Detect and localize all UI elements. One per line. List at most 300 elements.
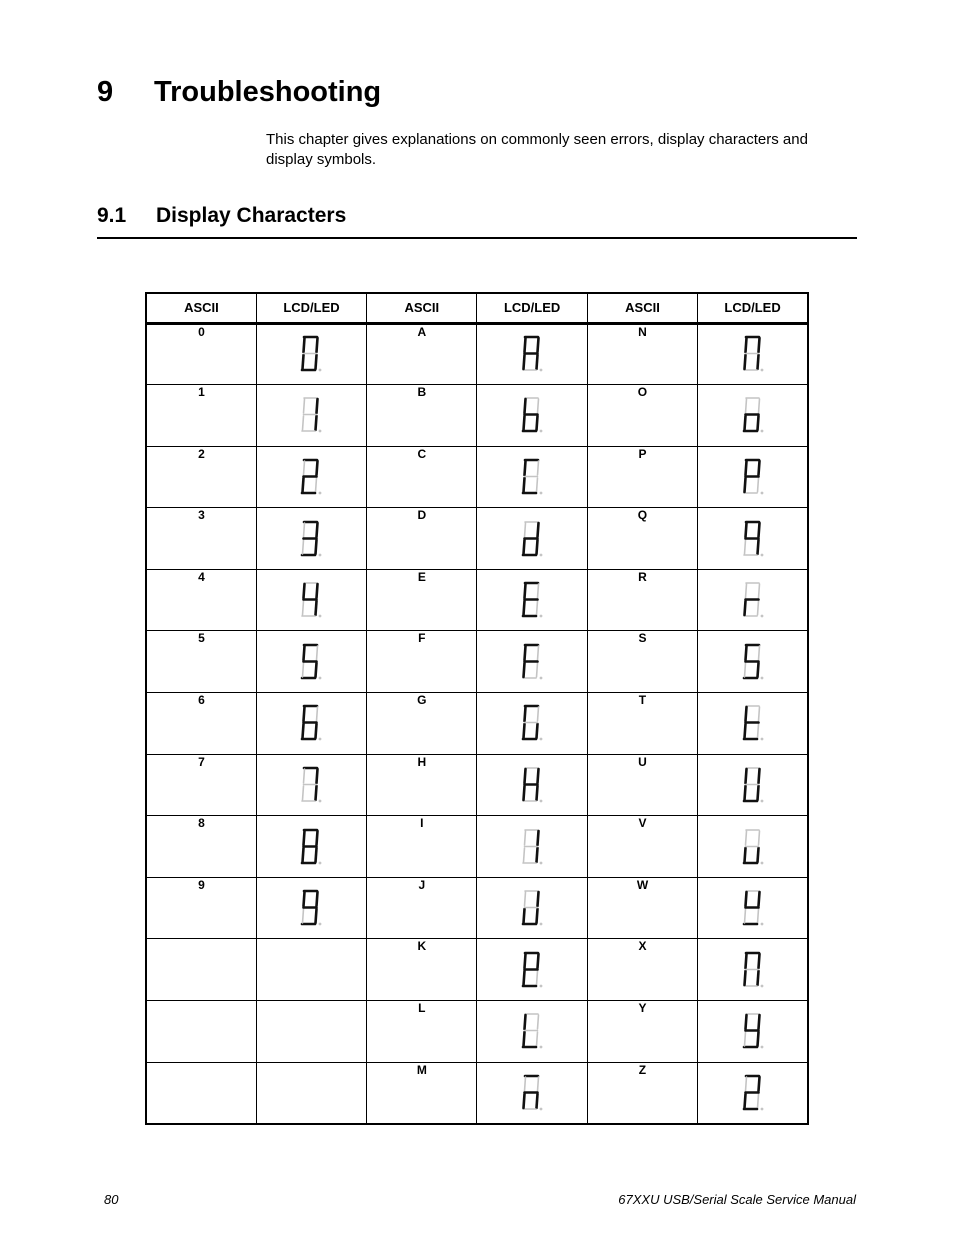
- lcd-cell: [256, 1001, 366, 1063]
- segment-b-off: [538, 646, 539, 660]
- ascii-cell: 7: [146, 754, 256, 816]
- segment-e-off: [303, 786, 304, 800]
- segment-f-off: [304, 523, 305, 537]
- segment-b-on: [758, 461, 759, 475]
- seven-segment-glyph: [298, 580, 324, 620]
- ascii-cell: S: [587, 631, 697, 693]
- table-row: [146, 385, 808, 447]
- decimal-point-off: [319, 800, 322, 803]
- decimal-point-off: [760, 738, 763, 741]
- lcd-cell: [698, 1001, 808, 1063]
- segment-c-on: [757, 786, 758, 800]
- lcd-cell: [256, 446, 366, 508]
- ascii-cell: M: [367, 1062, 477, 1124]
- lcd-cell: [256, 508, 366, 570]
- ascii-cell: 3: [146, 508, 256, 570]
- chapter-number: 9: [97, 76, 114, 108]
- decimal-point-off: [540, 1107, 543, 1110]
- table-row: [146, 939, 808, 1001]
- seven-segment-glyph: [298, 888, 324, 928]
- seven-segment-glyph: [519, 888, 545, 928]
- segment-f-on: [745, 707, 746, 721]
- segment-b-on: [538, 831, 539, 845]
- decimal-point-off: [760, 369, 763, 372]
- segment-e-off: [303, 909, 304, 923]
- decimal-point-off: [540, 800, 543, 803]
- segment-b-off: [758, 707, 759, 721]
- lcd-cell: [477, 754, 587, 816]
- lcd-cell: [477, 877, 587, 939]
- decimal-point-off: [760, 676, 763, 679]
- seven-segment-glyph: [298, 457, 324, 497]
- segment-c-on: [537, 909, 538, 923]
- segment-f-off: [745, 831, 746, 845]
- ascii-cell: H: [367, 754, 477, 816]
- segment-f-on: [304, 892, 305, 906]
- lcd-cell: [256, 877, 366, 939]
- ascii-cell: Z: [587, 1062, 697, 1124]
- seven-segment-glyph: [298, 765, 324, 805]
- lcd-cell: [256, 569, 366, 631]
- decimal-point-off: [319, 738, 322, 741]
- segment-c-on: [537, 1094, 538, 1108]
- segment-e-on: [524, 724, 525, 738]
- lcd-cell: [698, 754, 808, 816]
- ascii-cell: L: [367, 1001, 477, 1063]
- ascii-cell: O: [587, 385, 697, 447]
- decimal-point-off: [540, 1046, 543, 1049]
- segment-c-on: [316, 540, 317, 554]
- seven-segment-glyph: [519, 395, 545, 435]
- decimal-point-off: [760, 1107, 763, 1110]
- decimal-point-off: [540, 553, 543, 556]
- table-row: [146, 323, 808, 385]
- segment-b-off: [538, 399, 539, 413]
- header-lcd-led: LCD/LED: [698, 293, 808, 323]
- segment-f-off: [304, 769, 305, 783]
- segment-f-off: [745, 399, 746, 413]
- segment-b-on: [317, 769, 318, 783]
- seven-segment-glyph: [519, 334, 545, 374]
- segment-c-on: [757, 971, 758, 985]
- segment-b-on: [317, 892, 318, 906]
- segment-e-on: [744, 355, 745, 369]
- lcd-cell: [256, 754, 366, 816]
- seven-segment-glyph: [740, 519, 766, 559]
- segment-c-on: [757, 848, 758, 862]
- segment-f-on: [304, 338, 305, 352]
- table-row: [146, 446, 808, 508]
- segment-c-off: [757, 1094, 758, 1108]
- seven-segment-glyph: [740, 1011, 766, 1051]
- segment-f-on: [745, 892, 746, 906]
- decimal-point-off: [540, 492, 543, 495]
- lcd-cell: [256, 693, 366, 755]
- segment-e-on: [524, 478, 525, 492]
- segment-e-off: [303, 416, 304, 430]
- segment-c-off: [757, 909, 758, 923]
- lcd-cell: [477, 1001, 587, 1063]
- display-characters-table: [145, 292, 809, 1125]
- table-row: [146, 508, 808, 570]
- segment-f-off: [525, 831, 526, 845]
- segment-b-on: [317, 831, 318, 845]
- seven-segment-glyph: [298, 827, 324, 867]
- seven-segment-glyph: [519, 950, 545, 990]
- decimal-point-off: [760, 615, 763, 618]
- ascii-cell: 5: [146, 631, 256, 693]
- ascii-cell: [146, 1062, 256, 1124]
- seven-segment-glyph: [740, 827, 766, 867]
- lcd-cell: [256, 939, 366, 1001]
- segment-f-off: [525, 523, 526, 537]
- segment-e-on: [744, 971, 745, 985]
- lcd-cell: [698, 939, 808, 1001]
- header-ascii: ASCII: [587, 293, 697, 323]
- segment-e-off: [303, 663, 304, 677]
- ascii-cell: 8: [146, 816, 256, 878]
- ascii-cell: R: [587, 569, 697, 631]
- ascii-cell: U: [587, 754, 697, 816]
- ascii-cell: 0: [146, 323, 256, 385]
- ascii-cell: F: [367, 631, 477, 693]
- seven-segment-glyph: [519, 765, 545, 805]
- segment-e-off: [744, 540, 745, 554]
- decimal-point-off: [540, 923, 543, 926]
- segment-e-on: [524, 786, 525, 800]
- segment-f-on: [745, 338, 746, 352]
- seven-segment-glyph: [298, 395, 324, 435]
- ascii-cell: 4: [146, 569, 256, 631]
- segment-f-on: [525, 707, 526, 721]
- segment-e-on: [524, 909, 525, 923]
- segment-e-on: [744, 786, 745, 800]
- ascii-cell: 2: [146, 446, 256, 508]
- segment-f-on: [525, 338, 526, 352]
- segment-c-on: [537, 416, 538, 430]
- lcd-cell: [477, 816, 587, 878]
- segment-c-on: [316, 601, 317, 615]
- header-ascii: ASCII: [146, 293, 256, 323]
- segment-c-off: [757, 601, 758, 615]
- segment-c-on: [537, 540, 538, 554]
- lcd-cell: [256, 385, 366, 447]
- lcd-cell: [477, 1062, 587, 1124]
- decimal-point-off: [540, 738, 543, 741]
- segment-f-off: [525, 1077, 526, 1091]
- segment-e-on: [744, 478, 745, 492]
- lcd-cell: [256, 816, 366, 878]
- segment-e-off: [303, 601, 304, 615]
- segment-f-off: [745, 1077, 746, 1091]
- lcd-cell: [477, 446, 587, 508]
- segment-e-on: [524, 1094, 525, 1108]
- segment-f-on: [304, 584, 305, 598]
- table-row: [146, 1062, 808, 1124]
- segment-b-off: [538, 1077, 539, 1091]
- section-heading: [97, 202, 346, 230]
- lcd-cell: [477, 569, 587, 631]
- segment-b-off: [538, 707, 539, 721]
- seven-segment-glyph: [740, 395, 766, 435]
- ascii-cell: V: [587, 816, 697, 878]
- ascii-cell: I: [367, 816, 477, 878]
- segment-e-on: [524, 540, 525, 554]
- segment-b-on: [758, 338, 759, 352]
- intro-paragraph: This chapter gives explanations on commonly seen errors, display characters and display symbols.: [266, 131, 808, 168]
- segment-b-on: [758, 892, 759, 906]
- segment-c-off: [757, 478, 758, 492]
- segment-b-on: [758, 954, 759, 968]
- lcd-cell: [477, 508, 587, 570]
- seven-segment-glyph: [740, 580, 766, 620]
- lcd-cell: [477, 631, 587, 693]
- ascii-cell: N: [587, 323, 697, 385]
- decimal-point-off: [540, 861, 543, 864]
- table-row: [146, 754, 808, 816]
- segment-f-off: [745, 584, 746, 598]
- segment-f-on: [525, 399, 526, 413]
- segment-b-on: [317, 399, 318, 413]
- segment-c-off: [537, 1032, 538, 1046]
- ascii-cell: D: [367, 508, 477, 570]
- decimal-point-off: [319, 369, 322, 372]
- decimal-point-off: [760, 861, 763, 864]
- segment-c-on: [537, 848, 538, 862]
- lcd-cell: [698, 631, 808, 693]
- segment-e-on: [744, 601, 745, 615]
- segment-b-on: [538, 523, 539, 537]
- table-row: [146, 569, 808, 631]
- segment-c-on: [316, 416, 317, 430]
- seven-segment-glyph: [740, 703, 766, 743]
- segment-c-on: [316, 786, 317, 800]
- segment-b-on: [317, 338, 318, 352]
- lcd-cell: [698, 446, 808, 508]
- segment-b-on: [538, 769, 539, 783]
- ascii-cell: Y: [587, 1001, 697, 1063]
- lcd-cell: [698, 816, 808, 878]
- lcd-cell: [698, 569, 808, 631]
- segment-f-on: [525, 769, 526, 783]
- segment-c-on: [757, 663, 758, 677]
- segment-b-off: [317, 707, 318, 721]
- segment-b-on: [758, 769, 759, 783]
- segment-f-on: [304, 707, 305, 721]
- segment-f-on: [304, 646, 305, 660]
- segment-c-off: [537, 478, 538, 492]
- table-row: [146, 631, 808, 693]
- decimal-point-off: [319, 430, 322, 433]
- segment-f-on: [745, 646, 746, 660]
- seven-segment-glyph: [740, 888, 766, 928]
- decimal-point-off: [760, 984, 763, 987]
- segment-c-on: [757, 355, 758, 369]
- segment-c-on: [757, 540, 758, 554]
- decimal-point-off: [319, 553, 322, 556]
- ascii-cell: K: [367, 939, 477, 1001]
- seven-segment-glyph: [298, 519, 324, 559]
- seven-segment-glyph: [740, 457, 766, 497]
- header-lcd-led: LCD/LED: [256, 293, 366, 323]
- ascii-cell: C: [367, 446, 477, 508]
- segment-b-on: [317, 584, 318, 598]
- ascii-cell: T: [587, 693, 697, 755]
- segment-c-on: [757, 416, 758, 430]
- decimal-point-off: [319, 923, 322, 926]
- segment-e-on: [744, 416, 745, 430]
- ascii-cell: W: [587, 877, 697, 939]
- seven-segment-glyph: [740, 950, 766, 990]
- section-title: Display Characters: [156, 204, 347, 227]
- segment-b-off: [317, 646, 318, 660]
- segment-b-on: [538, 892, 539, 906]
- segment-e-on: [524, 1032, 525, 1046]
- segment-c-off: [537, 663, 538, 677]
- decimal-point-off: [760, 1046, 763, 1049]
- segment-e-off: [744, 909, 745, 923]
- seven-segment-glyph: [298, 642, 324, 682]
- segment-e-on: [524, 355, 525, 369]
- segment-e-on: [744, 1094, 745, 1108]
- segment-c-off: [537, 601, 538, 615]
- segment-c-on: [316, 355, 317, 369]
- segment-f-on: [745, 954, 746, 968]
- seven-segment-glyph: [298, 703, 324, 743]
- segment-b-off: [538, 584, 539, 598]
- header-lcd-led: LCD/LED: [477, 293, 587, 323]
- manual-title: 67XXU USB/Serial Scale Service Manual: [618, 1192, 856, 1207]
- decimal-point-off: [540, 430, 543, 433]
- seven-segment-glyph: [298, 334, 324, 374]
- segment-c-on: [757, 1032, 758, 1046]
- seven-segment-glyph: [740, 642, 766, 682]
- ascii-cell: J: [367, 877, 477, 939]
- lcd-cell: [698, 323, 808, 385]
- ascii-cell: [146, 939, 256, 1001]
- header-ascii: ASCII: [367, 293, 477, 323]
- decimal-point-off: [319, 492, 322, 495]
- lcd-cell: [256, 1062, 366, 1124]
- decimal-point-off: [319, 861, 322, 864]
- decimal-point-off: [540, 984, 543, 987]
- lcd-cell: [698, 877, 808, 939]
- table-row: [146, 877, 808, 939]
- seven-segment-glyph: [740, 765, 766, 805]
- segment-c-on: [316, 724, 317, 738]
- segment-b-off: [758, 399, 759, 413]
- decimal-point-off: [760, 492, 763, 495]
- lcd-cell: [698, 693, 808, 755]
- lcd-cell: [256, 631, 366, 693]
- seven-segment-glyph: [519, 457, 545, 497]
- ascii-cell: 9: [146, 877, 256, 939]
- segment-e-on: [303, 478, 304, 492]
- segment-e-on: [303, 848, 304, 862]
- seven-segment-glyph: [519, 1073, 545, 1113]
- segment-c-on: [537, 724, 538, 738]
- segment-b-off: [538, 1015, 539, 1029]
- segment-e-off: [744, 663, 745, 677]
- ascii-cell: [146, 1001, 256, 1063]
- segment-e-on: [524, 416, 525, 430]
- segment-c-on: [316, 663, 317, 677]
- chapter-heading: [97, 72, 381, 112]
- segment-f-on: [304, 831, 305, 845]
- segment-f-on: [525, 954, 526, 968]
- segment-e-off: [303, 540, 304, 554]
- segment-b-on: [538, 338, 539, 352]
- ascii-cell: Q: [587, 508, 697, 570]
- lcd-cell: [698, 508, 808, 570]
- segment-f-on: [525, 461, 526, 475]
- segment-f-on: [525, 646, 526, 660]
- segment-f-on: [745, 523, 746, 537]
- segment-c-on: [316, 909, 317, 923]
- ascii-cell: X: [587, 939, 697, 1001]
- segment-e-on: [303, 355, 304, 369]
- segment-b-on: [758, 1015, 759, 1029]
- segment-b-off: [758, 831, 759, 845]
- segment-e-on: [524, 601, 525, 615]
- segment-c-on: [537, 786, 538, 800]
- ascii-cell: G: [367, 693, 477, 755]
- decimal-point-off: [319, 676, 322, 679]
- segment-f-on: [525, 584, 526, 598]
- decimal-point-off: [760, 800, 763, 803]
- segment-c-off: [316, 478, 317, 492]
- segment-c-on: [316, 848, 317, 862]
- ascii-cell: A: [367, 323, 477, 385]
- segment-f-on: [525, 1015, 526, 1029]
- chapter-title: Troubleshooting: [154, 76, 382, 108]
- segment-b-on: [758, 523, 759, 537]
- decimal-point-off: [760, 923, 763, 926]
- segment-b-off: [538, 461, 539, 475]
- segment-e-on: [744, 848, 745, 862]
- segment-e-on: [524, 971, 525, 985]
- segment-b-on: [317, 523, 318, 537]
- ascii-cell: E: [367, 569, 477, 631]
- table-header-row: [146, 293, 808, 323]
- decimal-point-off: [760, 553, 763, 556]
- decimal-point-off: [540, 369, 543, 372]
- seven-segment-glyph: [519, 519, 545, 559]
- lcd-cell: [477, 693, 587, 755]
- segment-f-off: [525, 892, 526, 906]
- ascii-cell: P: [587, 446, 697, 508]
- lcd-cell: [256, 323, 366, 385]
- segment-f-on: [745, 769, 746, 783]
- page-number: 80: [104, 1192, 119, 1207]
- segment-b-off: [758, 584, 759, 598]
- decimal-point-off: [760, 430, 763, 433]
- lcd-cell: [477, 323, 587, 385]
- table-row: [146, 1001, 808, 1063]
- table-row: [146, 816, 808, 878]
- decimal-point-off: [540, 615, 543, 618]
- segment-b-off: [758, 646, 759, 660]
- seven-segment-glyph: [519, 827, 545, 867]
- ascii-cell: 1: [146, 385, 256, 447]
- lcd-cell: [477, 385, 587, 447]
- lcd-cell: [698, 385, 808, 447]
- seven-segment-glyph: [519, 642, 545, 682]
- segment-e-on: [524, 663, 525, 677]
- segment-c-off: [757, 724, 758, 738]
- seven-segment-glyph: [740, 334, 766, 374]
- segment-c-off: [537, 971, 538, 985]
